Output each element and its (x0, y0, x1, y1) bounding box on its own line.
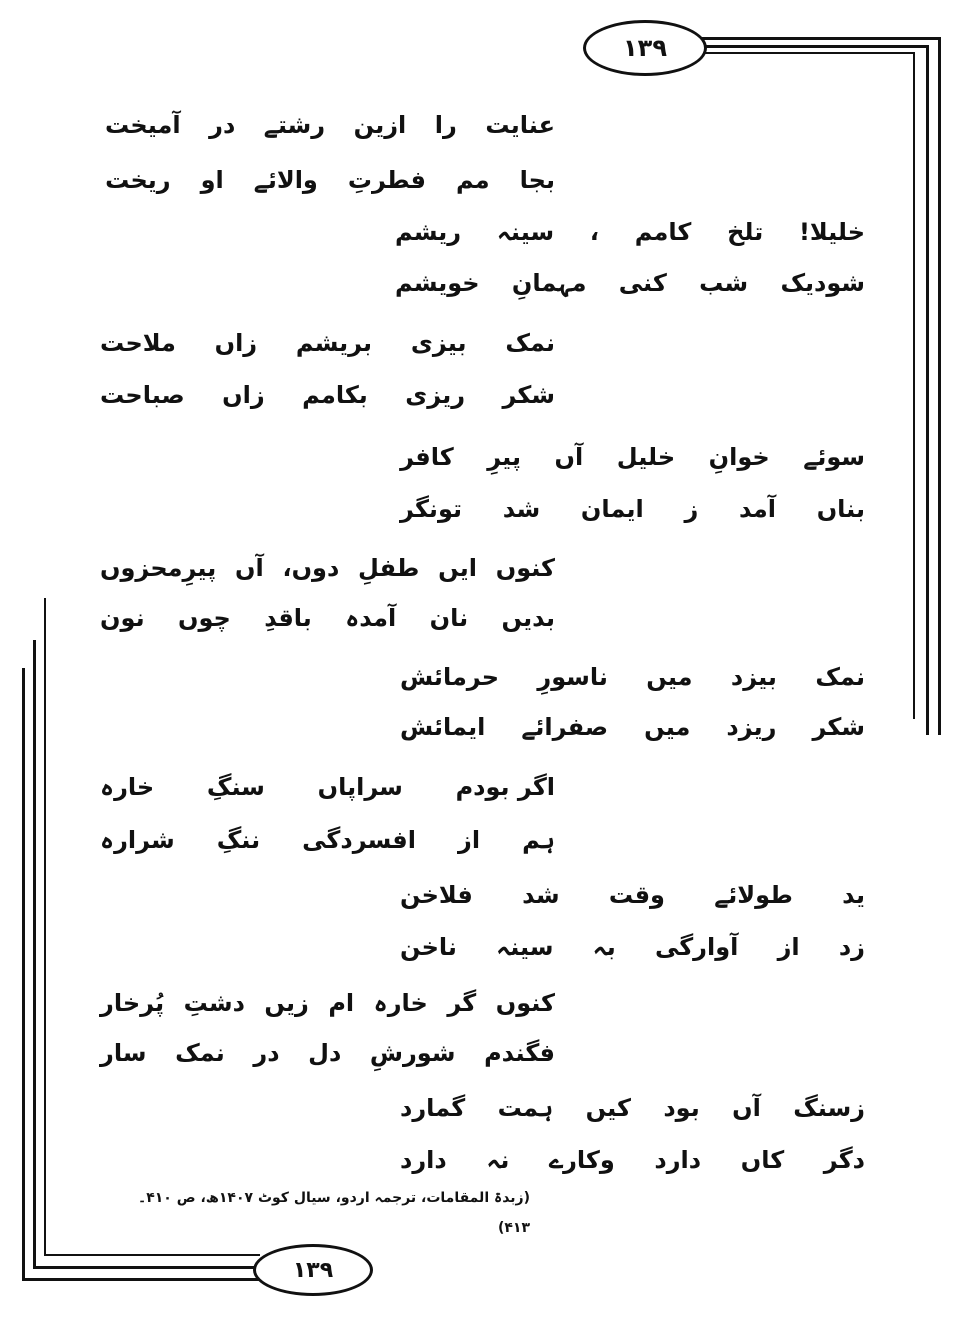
verse-word: را (434, 111, 457, 139)
verse-word: میں (646, 663, 693, 691)
verse-word: نمک (175, 1039, 225, 1067)
verse-word: نہ (486, 1146, 510, 1174)
verse-word: خارہ (373, 989, 428, 1017)
verse-word: شرارہ (100, 826, 175, 854)
verse-word: سوئے (803, 443, 865, 471)
verse-word: بہ (592, 933, 616, 961)
verse-word: آں (554, 443, 584, 471)
verse-line (400, 484, 865, 534)
verse-word: خلیل (616, 443, 676, 471)
verse-line (400, 922, 865, 972)
verse-word: اگر بودم (455, 773, 555, 801)
verse-word: ہم (522, 826, 555, 854)
verse-word: پیرِمحزوں (100, 554, 217, 582)
verse-word: فطرتِ (347, 166, 426, 194)
verse-word: سینہ (496, 933, 554, 961)
verse-line (105, 155, 555, 205)
verse-word: رشتے (263, 111, 326, 139)
frame-left-line-3 (44, 598, 46, 1256)
verse-word: سینہ (496, 218, 555, 246)
verse-word: گمارد (400, 1094, 466, 1122)
frame-right-line-2 (926, 45, 929, 735)
verse-word: حرمائش (400, 663, 500, 691)
verse-word: نمک (505, 329, 555, 357)
verse-word: دشتِ (183, 989, 245, 1017)
verse-word: وکارے (549, 1146, 615, 1174)
verse-line (100, 978, 555, 1028)
verse-word: دل (308, 1039, 342, 1067)
verse-word: ایمان (580, 495, 644, 523)
verse-word: مہمانِ (511, 269, 587, 297)
verse-word: بریشم (295, 329, 373, 357)
verse-word: آمیخت (105, 111, 181, 139)
verse-word: ایمائش (400, 713, 486, 741)
verse-word: ریزد (726, 713, 777, 741)
verse-word: وقت (608, 881, 665, 909)
verse-word: کامم (634, 218, 692, 246)
verse-word: ایں (438, 554, 477, 582)
verse-word: بجا (519, 166, 555, 194)
verse-word: شب (699, 269, 749, 297)
verse-word: پُرخار (100, 989, 165, 1017)
verse-word: شد (522, 881, 560, 909)
verse-word: بکامم (302, 381, 368, 409)
citation: (زبدۃ المقامات، ترجمہ اردو، سیال کوٹ ۱۴۰۷ھ، ص ۴۱۰۔۴۱۳) (138, 1190, 530, 1236)
verse-word: صفرائے (521, 713, 609, 741)
verse-word: مم (455, 166, 490, 194)
frame-right-line-3 (913, 52, 915, 719)
verse-word: خویشم (395, 269, 480, 297)
verse-word: تلخ (727, 218, 764, 246)
frame-right-line-1 (938, 37, 941, 735)
verse-word: دگر (823, 1146, 865, 1174)
frame-top-line-3 (703, 52, 915, 54)
verse-word: شودیک (780, 269, 865, 297)
verse-line (400, 1083, 865, 1133)
verse-word: ملاحت (100, 329, 176, 357)
verse-word: بدیں (501, 604, 555, 632)
verse-word: دارد (400, 1146, 447, 1174)
verse-word: افسردگی (302, 826, 416, 854)
verse-line (105, 100, 555, 150)
verse-word: آوارگی (654, 933, 739, 961)
verse-line (100, 543, 555, 593)
verse-line (395, 258, 865, 308)
verse-word: والائے (253, 166, 318, 194)
verse-word: ننگِ (216, 826, 261, 854)
verse-word: کنوں (495, 554, 555, 582)
verse-word: نون (100, 604, 145, 632)
verse-word: فلاخن (400, 881, 473, 909)
verse-word: بیزد (730, 663, 777, 691)
verse-word: ریخت (105, 166, 171, 194)
verse-word: نمک (815, 663, 865, 691)
verse-line (100, 593, 555, 643)
verse-word: سار (100, 1039, 147, 1067)
frame-top-line-2 (703, 45, 928, 48)
verse-word: در (209, 111, 236, 139)
verse-word: آں (234, 554, 264, 582)
verse-word: ام (328, 989, 355, 1017)
verse-word: ید (842, 881, 865, 909)
frame-left-line-2 (33, 640, 36, 1268)
frame-bottom-line-1 (22, 1278, 260, 1281)
verse-word: فگندم (484, 1039, 555, 1067)
verse-word: در (253, 1039, 280, 1067)
frame-bottom-line-2 (33, 1266, 260, 1269)
verse-word: بود (663, 1094, 700, 1122)
verse-word: ریشم (395, 218, 462, 246)
frame-left-line-1 (22, 668, 25, 1280)
verse-word: کافر (400, 443, 454, 471)
verse-line (100, 762, 555, 812)
page-number-bottom: ۱۳۹ (253, 1244, 373, 1296)
verse-word: شکر (502, 381, 555, 409)
verse-word: صباحت (100, 381, 185, 409)
verse-word: کنی (618, 269, 667, 297)
verse-word: از (458, 826, 481, 854)
verse-word: ہمت (497, 1094, 554, 1122)
frame-top-line-1 (700, 37, 940, 40)
verse-word: عنایت (485, 111, 555, 139)
verse-line (395, 207, 865, 257)
verse-word: دارد (654, 1146, 702, 1174)
verse-word: ریزی (405, 381, 466, 409)
verse-word: کیں (585, 1094, 631, 1122)
verse-word: زسنگ (793, 1094, 865, 1122)
verse-line (100, 318, 555, 368)
verse-word: ز (684, 495, 699, 523)
verse-word: تونگر (400, 495, 463, 523)
verse-word: سراپاں (317, 773, 403, 801)
verse-word: زاں (214, 329, 258, 357)
verse-word: بیزی (410, 329, 467, 357)
verse-word: میں (644, 713, 691, 741)
verse-word: نان (429, 604, 469, 632)
verse-word: زاں (222, 381, 265, 409)
verse-word: او (200, 166, 224, 194)
verse-line (100, 370, 555, 420)
verse-word: ناخن (400, 933, 457, 961)
verse-line (400, 870, 865, 920)
verse-word: شورشِ (369, 1039, 456, 1067)
frame-bottom-line-3 (44, 1254, 260, 1256)
verse-word: زیں (264, 989, 309, 1017)
verse-line (400, 702, 865, 752)
verse-word: دوں، (282, 554, 340, 582)
verse-word: شد (502, 495, 541, 523)
verse-word: ناسورِ (537, 663, 608, 691)
verse-word: بناں (816, 495, 865, 523)
verse-word: زد (838, 933, 865, 961)
verse-word: آمد (739, 495, 776, 523)
verse-word: ، (589, 218, 599, 246)
verse-word: آں (732, 1094, 761, 1122)
verse-word: خارہ (100, 773, 155, 801)
verse-word: سنگِ (206, 773, 265, 801)
verse-word: طولائے (714, 881, 793, 909)
verse-word: آمدہ (345, 604, 397, 632)
verse-word: چوں (177, 604, 231, 632)
verse-line (100, 1028, 555, 1078)
verse-word: شکر (812, 713, 865, 741)
verse-word: پیرِ (487, 443, 521, 471)
verse-word: کاں (740, 1146, 785, 1174)
verse-line (400, 652, 865, 702)
verse-word: خوانِ (708, 443, 770, 471)
verse-word: ازین (353, 111, 407, 139)
verse-word: خلیلا! (798, 218, 865, 246)
verse-word: گر (447, 989, 477, 1017)
verse-line (100, 815, 555, 865)
verse-word: باقدِ (264, 604, 312, 632)
verse-word: کنوں (495, 989, 555, 1017)
verse-line (400, 1135, 865, 1185)
verse-word: طفلِ (358, 554, 420, 582)
page-number-top: ۱۳۹ (583, 20, 707, 76)
verse-line (400, 432, 865, 482)
verse-word: از (777, 933, 800, 961)
